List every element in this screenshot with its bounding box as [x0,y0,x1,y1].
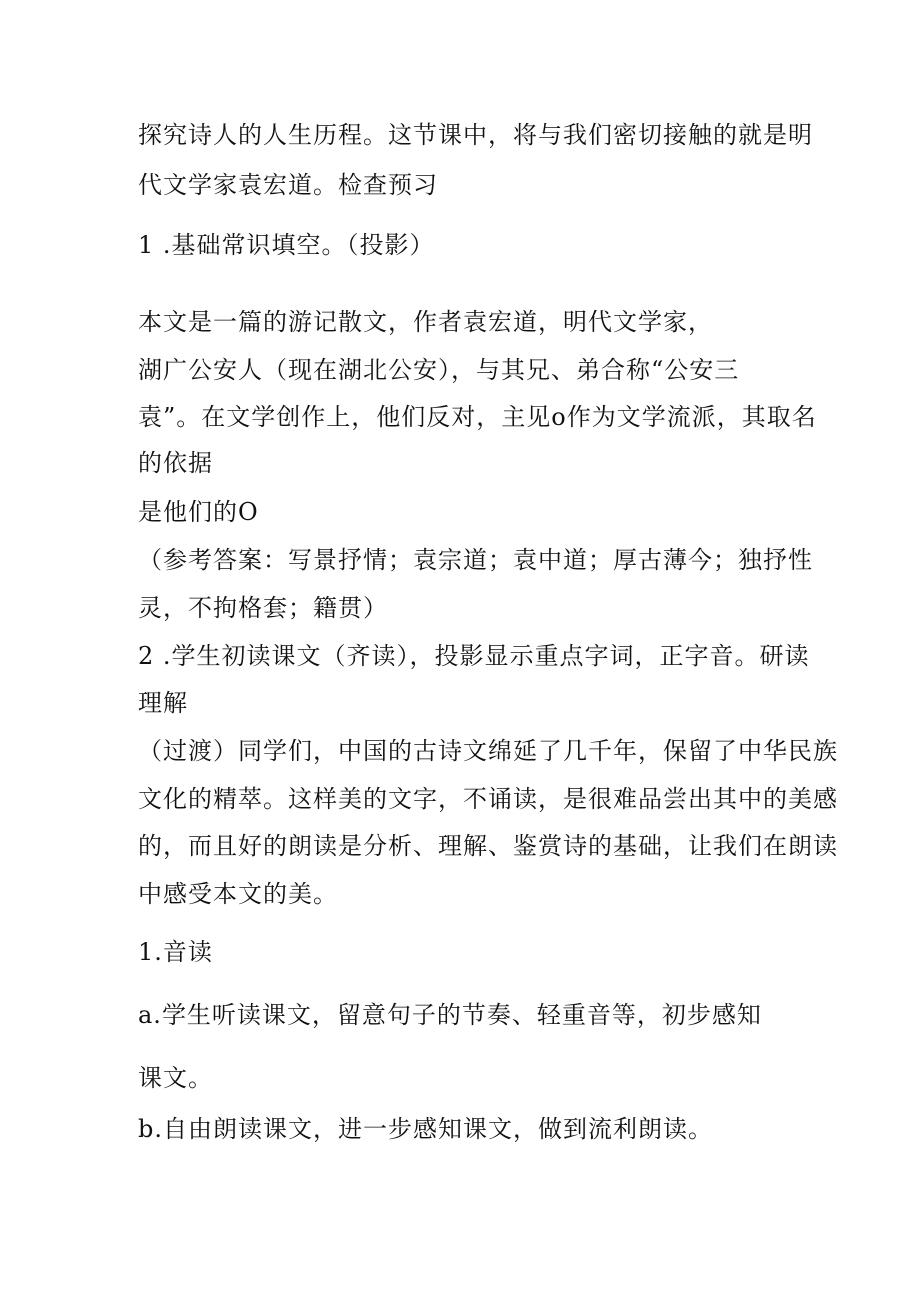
text-line: （参考答案：写景抒情；袁宗道；袁中道；厚古薄今；独抒性 [138,546,813,574]
text-line: 1 .基础常识填空。（投影） [138,231,435,259]
text-line: a.学生听读课文，留意句子的节奏、轻重音等，初步感知 [138,1001,762,1029]
text-line: 理解 [138,689,188,717]
text-line: 课文。 [138,1064,213,1092]
text-line: 是他们的O [138,498,259,526]
text-line: b.自由朗读课文，进一步感知课文，做到流利朗读。 [138,1115,713,1143]
text-line: 中感受本文的美。 [138,880,338,908]
text-line: 灵，不拘格套；籍贯） [138,594,388,622]
text-line: （过渡）同学们，中国的古诗文绵延了几千年，保留了中华民族 [138,737,838,765]
text-line: 的，而且好的朗读是分析、理解、鉴赏诗的基础，让我们在朗读 [138,832,838,860]
text-line: 的依据 [138,449,213,477]
text-line: 本文是一篇的游记散文，作者袁宏道，明代文学家， [138,308,713,336]
text-line: 代文学家袁宏道。检查预习 [138,171,438,199]
text-line: 袁”。在文学创作上，他们反对，主见o作为文学流派，其取名 [138,403,817,431]
text-line: 1.音读 [138,938,213,966]
text-line: 文化的精萃。这样美的文字，不诵读，是很难品尝出其中的美感 [138,785,838,813]
text-line: 2 .学生初读课文（齐读），投影显示重点字词，正字音。研读 [138,642,810,670]
text-line: 探究诗人的人生历程。这节课中，将与我们密切接触的就是明 [138,121,813,149]
text-line: 湖广公安人（现在湖北公安），与其兄、弟合称“公安三 [138,356,740,384]
